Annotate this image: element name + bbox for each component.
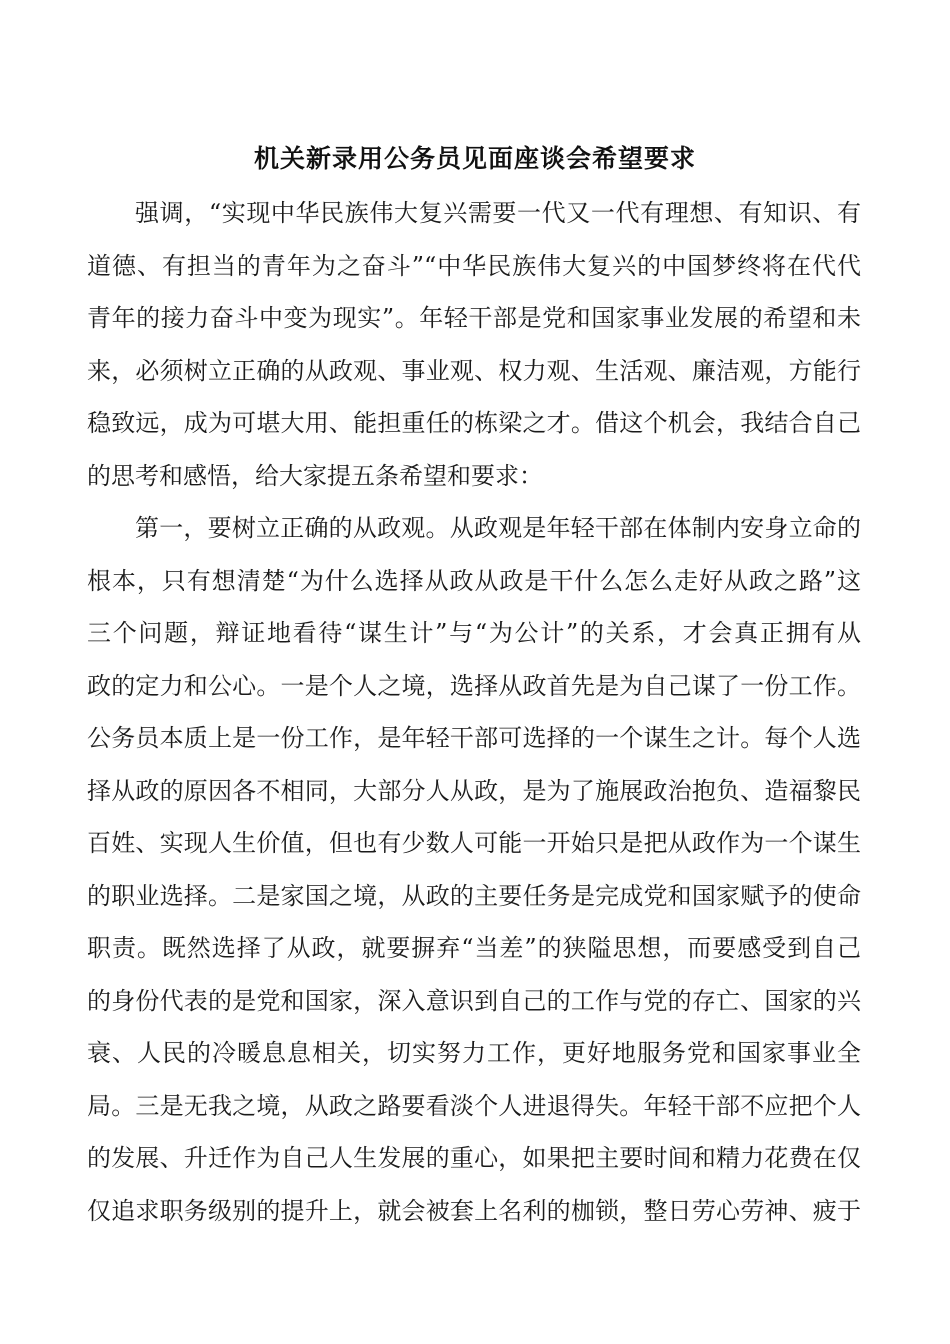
paragraph-intro [87, 191, 861, 506]
text-line: 的职业选择。二是家国之境，从政的主要任务是完成党和国家赋予的使命 [87, 881, 861, 910]
text-line: 衰、人民的冷暖息息相关，切实努力工作，更好地服务党和国家事业全 [87, 1039, 861, 1067]
text-line: 道德、有担当的青年为之奋斗”“中华民族伟大复兴的中国梦终将在代代 [87, 251, 861, 280]
text-line: 择从政的原因各不相同，大部分人从政，是为了施展政治抱负、造福黎民 [87, 776, 861, 805]
text-line: 的发展、升迁作为自己人生发展的重心，如果把主要时间和精力花费在仅 [87, 1144, 861, 1172]
text-line: 局。三是无我之境，从政之路要看淡个人进退得失。年轻干部不应把个人 [87, 1091, 861, 1120]
text-line: 三个问题，辩证地看待“谋生计”与“为公计”的关系，才会真正拥有从 [87, 619, 861, 647]
document-title: 机关新录用公务员见面座谈会希望要求 [253, 144, 696, 173]
text-line: 的思考和感悟，给大家提五条希望和要求： [87, 461, 543, 490]
text-line: 根本，只有想清楚“为什么选择从政从政是干什么怎么走好从政之路”这 [87, 566, 861, 595]
document-body [87, 191, 861, 1241]
text-line: 第一，要树立正确的从政观。从政观是年轻干部在体制内安身立命的 [135, 514, 861, 542]
text-line: 强调，“实现中华民族伟大复兴需要一代又一代有理想、有知识、有 [135, 199, 861, 227]
paragraph-first-point [87, 506, 861, 1241]
text-line: 的身份代表的是党和国家，深入意识到自己的工作与党的存亡、国家的兴 [87, 986, 861, 1015]
text-line: 公务员本质上是一份工作，是年轻干部可选择的一个谋生之计。每个人选 [87, 724, 861, 752]
text-line: 仅追求职务级别的提升上，就会被套上名利的枷锁，整日劳心劳神、疲于 [87, 1196, 861, 1225]
text-line: 青年的接力奋斗中变为现实”。年轻干部是党和国家事业发展的希望和未 [87, 304, 861, 332]
text-line: 政的定力和公心。一是个人之境，选择从政首先是为自己谋了一份工作。 [87, 671, 861, 700]
text-line: 稳致远，成为可堪大用、能担重任的栋梁之才。借这个机会，我结合自己 [87, 409, 861, 437]
text-line: 百姓、实现人生价值，但也有少数人可能一开始只是把从政作为一个谋生 [87, 829, 861, 857]
text-line: 职责。既然选择了从政，就要摒弃“当差”的狭隘思想，而要感受到自己 [87, 934, 861, 962]
text-line: 来，必须树立正确的从政观、事业观、权力观、生活观、廉洁观，方能行 [87, 356, 861, 385]
